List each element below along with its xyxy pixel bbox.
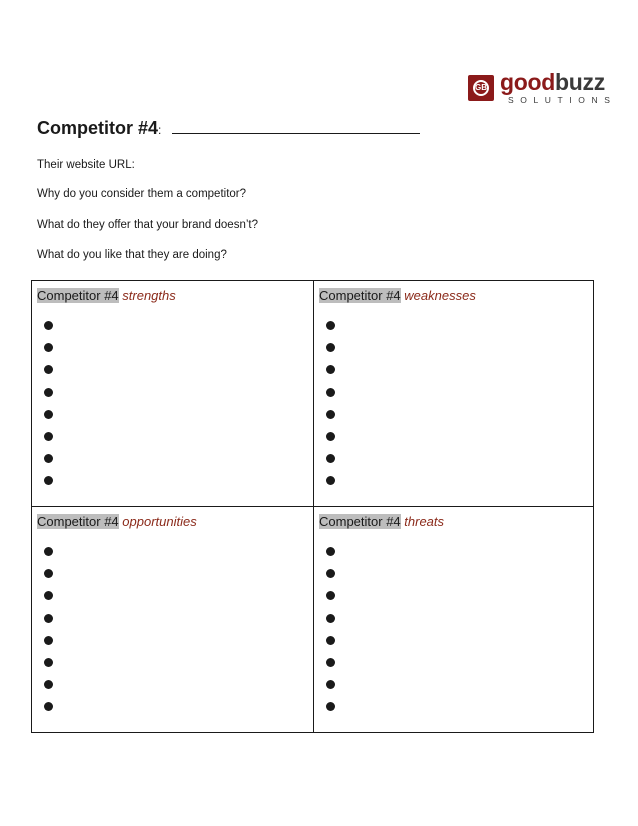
swot-prefix: Competitor #4 <box>319 514 401 529</box>
bullet-item <box>326 591 335 600</box>
swot-prefix: Competitor #4 <box>37 514 119 529</box>
bullet-item <box>44 321 53 330</box>
bullet-item <box>44 343 53 352</box>
question-website-url: Their website URL: <box>37 159 135 171</box>
bullet-item <box>326 476 335 485</box>
question-why-competitor: Why do you consider them a competitor? <box>37 188 247 200</box>
swot-prefix: Competitor #4 <box>319 288 401 303</box>
logo-mark-icon <box>468 75 494 101</box>
bullet-item <box>44 432 53 441</box>
swot-cell-threats[interactable] <box>314 507 593 732</box>
bullet-item <box>326 569 335 578</box>
swot-table <box>31 280 594 733</box>
swot-cell-weaknesses[interactable] <box>314 281 593 507</box>
swot-keyword: opportunities <box>122 514 197 529</box>
swot-heading-strengths <box>37 288 176 303</box>
swot-keyword: weaknesses <box>404 288 476 303</box>
bullet-item <box>326 454 335 463</box>
swot-prefix: Competitor #4 <box>37 288 119 303</box>
swot-keyword: threats <box>404 514 445 529</box>
swot-cell-opportunities[interactable] <box>32 507 314 732</box>
swot-keyword: strengths <box>122 288 176 303</box>
bullet-list <box>44 547 53 725</box>
bullet-item <box>44 702 53 711</box>
question-offer: What do they offer that your brand doesn’t? <box>37 219 258 231</box>
bullet-item <box>44 636 53 645</box>
bullet-item <box>326 547 335 556</box>
bullet-item <box>44 454 53 463</box>
bullet-item <box>326 343 335 352</box>
bullet-item <box>326 614 335 623</box>
brand-logo <box>468 69 617 109</box>
logo-mark-glyph: GB <box>473 80 489 96</box>
bullet-item <box>326 388 335 397</box>
bullet-item <box>44 365 53 374</box>
bullet-item <box>44 569 53 578</box>
bullet-list <box>326 547 335 725</box>
logo-subtitle: SOLUTIONS <box>508 95 617 105</box>
logo-word-buzz: buzz <box>555 69 605 95</box>
bullet-item <box>44 476 53 485</box>
bullet-item <box>326 658 335 667</box>
bullet-item <box>326 680 335 689</box>
bullet-item <box>326 432 335 441</box>
bullet-item <box>326 321 335 330</box>
swot-cell-strengths[interactable] <box>32 281 314 507</box>
bullet-item <box>326 636 335 645</box>
bullet-list <box>326 321 335 499</box>
bullet-item <box>44 410 53 419</box>
bullet-item <box>44 388 53 397</box>
bullet-item <box>44 658 53 667</box>
bullet-item <box>326 365 335 374</box>
swot-heading-weaknesses <box>319 288 476 303</box>
bullet-item <box>44 680 53 689</box>
swot-heading-opportunities <box>37 514 197 529</box>
bullet-item <box>44 591 53 600</box>
logo-word-good: good <box>500 69 555 95</box>
bullet-item <box>326 410 335 419</box>
question-like: What do you like that they are doing? <box>37 249 227 261</box>
page-title <box>37 118 161 139</box>
page-title-label: Competitor #4 <box>37 118 159 138</box>
swot-heading-threats <box>319 514 444 529</box>
title-underline[interactable] <box>172 133 420 134</box>
bullet-item <box>44 547 53 556</box>
bullet-item <box>44 614 53 623</box>
bullet-item <box>326 702 335 711</box>
bullet-list <box>44 321 53 499</box>
logo-wordmark <box>500 69 605 95</box>
page-title-colon: : <box>158 123 162 137</box>
